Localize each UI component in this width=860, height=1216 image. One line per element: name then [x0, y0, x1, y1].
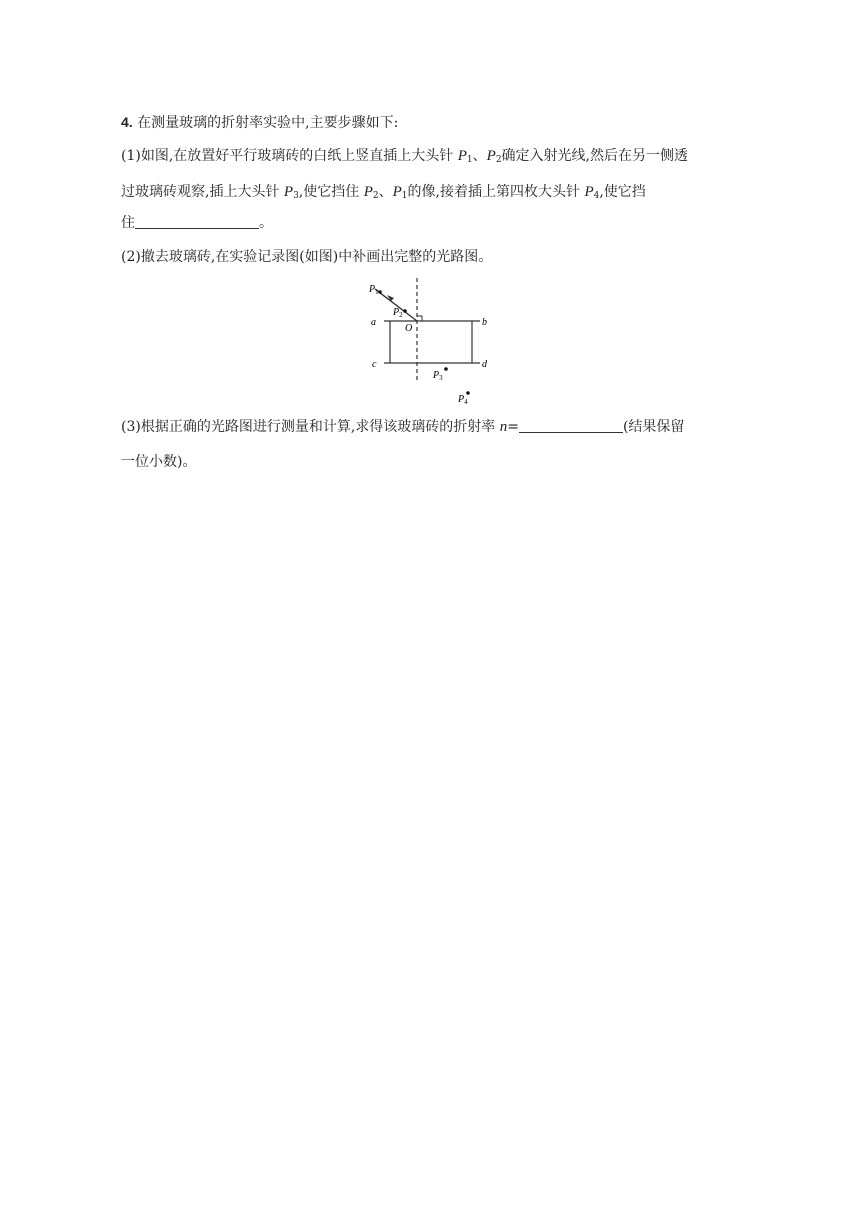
label-p3: $P_3$ — [433, 370, 443, 382]
label-p2: $P_2$ — [393, 307, 403, 319]
part3-line2 — [121, 452, 196, 472]
separator: 、 — [378, 184, 393, 200]
part1-line2 — [121, 182, 646, 206]
part1-line3 — [121, 213, 273, 233]
separator: 、 — [472, 148, 487, 164]
p3-subscript: 3 — [293, 191, 299, 201]
p1-symbol: P — [457, 148, 467, 164]
arrow-head — [387, 295, 394, 301]
p4-subscript: 4 — [593, 191, 600, 201]
p3-symbol: P — [283, 184, 294, 200]
part3-prefix: (3)根据正确的光路图进行测量和计算,求得该玻璃砖的折射率 — [121, 419, 496, 435]
pin-p2 — [403, 309, 407, 313]
part3-line2-text: 一位小数)。 — [121, 454, 197, 470]
pin-p4 — [466, 391, 470, 395]
part1-line2-suffix: ,使它挡 — [599, 184, 646, 200]
answer-blank-2[interactable] — [519, 418, 623, 433]
p1-subscript: 1 — [401, 191, 408, 201]
label-b: b — [482, 317, 487, 328]
label-p4: $P_4$ — [458, 394, 468, 406]
pin-p3 — [444, 367, 448, 371]
part2-text: (2)撤去玻璃砖,在实验记录图(如图)中补画出完整的光路图。 — [121, 249, 493, 265]
part1-prefix: (1)如图,在放置好平行玻璃砖的白纸上竖直插上大头针 — [121, 148, 454, 164]
p2-symbol: P — [486, 148, 496, 164]
part3-suffix: (结果保留 — [622, 419, 685, 435]
part1-suffix: 确定入射光线,然后在另一侧透 — [501, 148, 688, 164]
question-number: 4. — [121, 114, 133, 130]
label-o: O — [405, 323, 413, 334]
part2-line — [121, 247, 492, 267]
part1-line1 — [121, 146, 688, 170]
question-stem: 在测量玻璃的折射率实验中,主要步骤如下: — [137, 115, 399, 131]
right-angle-mark — [417, 316, 422, 321]
part1-line3-suffix: 。 — [259, 215, 273, 231]
part1-line2-mid2: 的像,接着插上第四枚大头针 — [407, 184, 580, 200]
p2-subscript: 2 — [372, 191, 379, 201]
label-d: d — [482, 359, 487, 370]
label-c: c — [372, 359, 377, 370]
p1-subscript: 1 — [466, 155, 473, 165]
label-a: a — [371, 317, 376, 328]
answer-blank-1[interactable] — [135, 214, 259, 229]
n-symbol: n — [499, 419, 508, 435]
part1-line2-prefix: 过玻璃砖观察,插上大头针 — [121, 184, 280, 200]
question-stem-line — [121, 112, 398, 133]
part1-line2-mid1: ,使它挡住 — [298, 184, 360, 200]
label-p1: $P_1$ — [369, 284, 379, 296]
p2-symbol: P — [363, 184, 373, 200]
p4-symbol: P — [584, 184, 594, 200]
optics-diagram — [360, 276, 510, 412]
part3-line1 — [121, 417, 684, 437]
pin-p1 — [378, 290, 382, 294]
equals-sign: = — [507, 419, 519, 435]
p2-subscript: 2 — [495, 155, 502, 165]
p1-symbol: P — [392, 184, 402, 200]
part1-line3-prefix: 住 — [121, 215, 135, 231]
